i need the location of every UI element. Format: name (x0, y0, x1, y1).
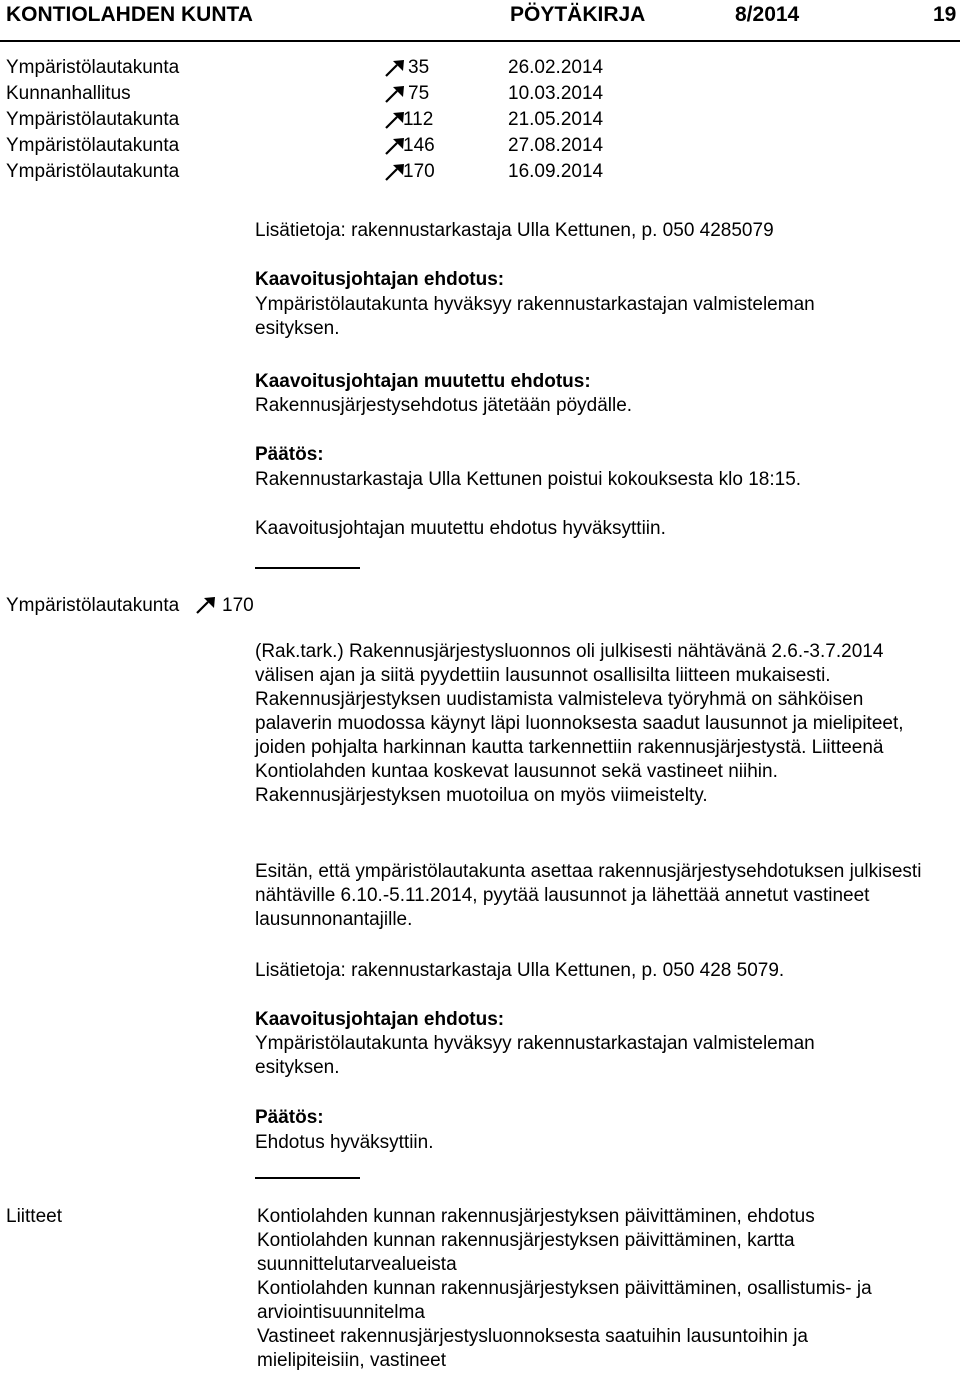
history-row (6, 108, 646, 134)
history-section: 146 (403, 135, 435, 156)
document-number: 8/2014 (735, 3, 800, 26)
history-body: Ympäristölautakunta (6, 57, 180, 78)
current-para1: (Rak.tark.) Rakennusjärjestysluonnos oli julkisesti nähtävänä 2.6.-3.7.2014 välisen ajan ja siitä pyydettiin lausunnot osallisilta liitteen mukaisesti. Rakennusjärjestyksen uudistamista valmisteleva työryhmä on sähköisen palaverin muodossa käynyt läpi luonnoksesta saadut lausunnot ja mielipiteet, joiden pohjalta harkinnan kautta tarkennettiin rakennusjärjestystä. Liitteenä Kontiolahden kuntaa koskevat lausunnot sekä vastineet niihin. Rakennusjärjestyksen muotoilua on myös viimeistelty. (255, 641, 904, 806)
section-end-rule (255, 567, 360, 569)
history-section: 75 (408, 83, 430, 104)
prev-decision-text: Rakennustarkastaja Ulla Kettunen poistui kokouksesta klo 18:15. (255, 469, 802, 490)
history-date: 16.09.2014 (508, 161, 604, 182)
history-body: Ympäristölautakunta (6, 109, 180, 130)
current-decision-heading: Päätös: (255, 1107, 324, 1128)
prev-decision-heading: Päätös: (255, 444, 324, 465)
municipality-name: KONTIOLAHDEN KUNTA (6, 3, 253, 26)
attachment-item: Kontiolahden kunnan rakennusjärjestyksen päivittäminen, kartta suunnittelutarvealueista (257, 1230, 795, 1275)
prev-proposal-heading: Kaavoitusjohtajan ehdotus: (255, 269, 505, 290)
page-number: 19 (933, 3, 957, 26)
history-section: 35 (408, 57, 430, 78)
attachment-item: Kontiolahden kunnan rakennusjärjestyksen päivittäminen, osallistumis- ja arviointisuunnitelma (257, 1278, 872, 1323)
prev-amended-text: Rakennusjärjestysehdotus jätetään pöydälle. (255, 395, 633, 416)
attachments-list (257, 1205, 957, 1373)
current-info: Lisätietoja: rakennustarkastaja Ulla Kettunen, p. 050 428 5079. (255, 960, 785, 981)
history-row (6, 82, 646, 108)
history-row (6, 160, 646, 186)
history-body: Ympäristölautakunta (6, 161, 180, 182)
history-section: 112 (403, 109, 434, 130)
current-proposal-text: Ympäristölautakunta hyväksyy rakennustarkastajan valmisteleman esityksen. (255, 1033, 815, 1078)
current-proposal-heading: Kaavoitusjohtajan ehdotus: (255, 1009, 505, 1030)
history-row (6, 134, 646, 160)
prev-decision-text: Kaavoitusjohtajan muutettu ehdotus hyväksyttiin. (255, 518, 666, 539)
attachments-label: Liitteet (6, 1206, 62, 1227)
attachment-item: Vastineet rakennusjärjestysluonnoksesta saatuihin lausuntoihin ja mielipiteisiin, vastineet (257, 1326, 808, 1371)
section-arrow-icon (384, 83, 408, 107)
prev-amended-heading: Kaavoitusjohtajan muutettu ehdotus: (255, 371, 591, 392)
current-section: 170 (222, 595, 254, 616)
history-date: 10.03.2014 (508, 83, 604, 104)
document-type: PÖYTÄKIRJA (510, 3, 646, 26)
prev-info: Lisätietoja: rakennustarkastaja Ulla Kettunen, p. 050 4285079 (255, 220, 774, 241)
history-date: 26.02.2014 (508, 57, 604, 78)
section-arrow-icon (195, 594, 219, 618)
history-date: 21.05.2014 (508, 109, 604, 130)
history-section: 170 (403, 161, 435, 182)
history-row (6, 56, 646, 82)
history-body: Ympäristölautakunta (6, 135, 180, 156)
history-date: 27.08.2014 (508, 135, 604, 156)
current-body: Ympäristölautakunta (6, 595, 180, 616)
attachment-item: Kontiolahden kunnan rakennusjärjestyksen päivittäminen, ehdotus (257, 1206, 815, 1227)
current-para2: Esitän, että ympäristölautakunta asettaa rakennusjärjestysehdotuksen julkisesti nähtäville 6.10.-5.11.2014, pyytää lausunnot ja lähettää annetut vastineet lausunnonantajille. (255, 861, 922, 930)
prev-proposal-text: Ympäristölautakunta hyväksyy rakennustarkastajan valmisteleman esityksen. (255, 294, 815, 339)
current-body-label (6, 594, 179, 618)
section-end-rule (255, 1177, 360, 1179)
section-arrow-icon (384, 57, 408, 81)
history-body: Kunnanhallitus (6, 83, 131, 104)
header-divider (0, 40, 960, 42)
current-decision-text: Ehdotus hyväksyttiin. (255, 1132, 434, 1153)
